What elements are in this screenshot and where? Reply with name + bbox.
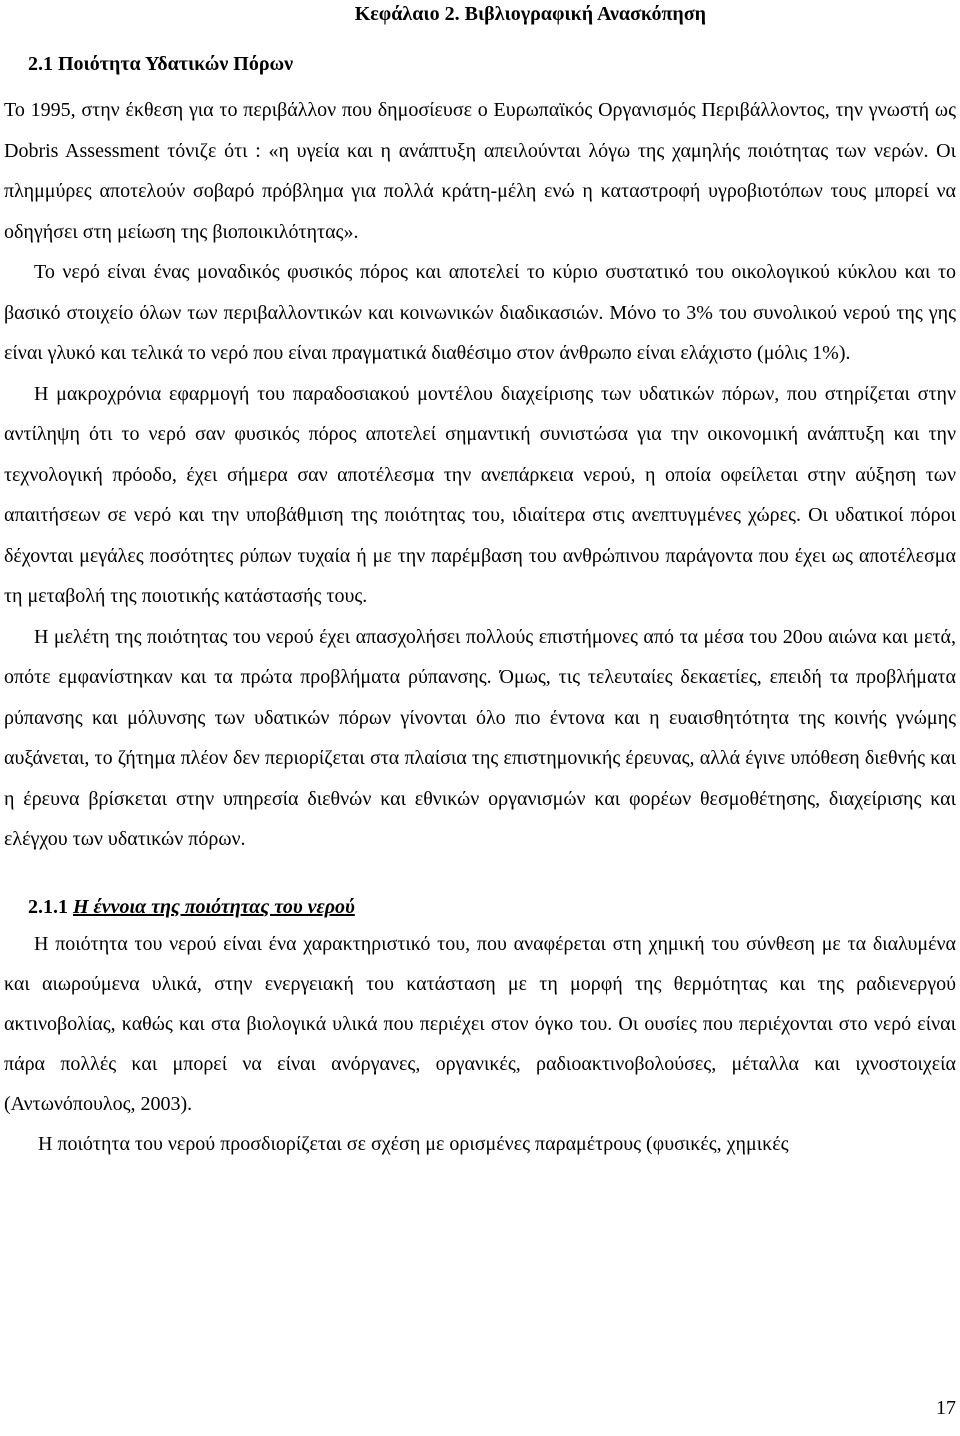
page-number: 17: [936, 1397, 956, 1419]
paragraph-quality-parameters: Η ποιότητα του νερού προσδιορίζεται σε σχέση με ορισμένες παραμέτρους (φυσικές, χημικές: [38, 1132, 789, 1155]
paragraph-management-model: Η μακροχρόνια εφαρμογή του παραδοσιακού μοντέλου διαχείρισης των υδατικών πόρων, που στηρίζεται στην αντίληψη ότι το νερό σαν φυσικός πόρος αποτελεί σημαντική συνιστώσα για την οικονομική ανάπτυξη και την τεχνολογική πρόοδο, έχει σήμερα σαν αποτέλεσμα την ανεπάρκεια νερού, η οποία οφείλεται στην αύξηση των απαιτήσεων σε νερό και την υποβάθμιση της ποιότητας του, ιδιαίτερα στις ανεπτυγμένες χώρες. Οι υδατικοί πόροι δέχονται μεγάλες ποσότητες ρύπων τυχαία ή με την παρέμβαση του ανθρώπινου παράγοντα που έχει ως αποτέλεσμα τη μεταβολή της ποιοτικής κατάστασής τους.: [4, 382, 956, 607]
subsection-heading: [28, 890, 956, 924]
section-heading: 2.1 Ποιότητα Υδατικών Πόρων: [28, 53, 294, 75]
paragraph-dobris: Το 1995, στην έκθεση για το περιβάλλον που δημοσίευσε ο Ευρωπαϊκός Οργανισμός Περιβάλλοντος, την γνωστή ως Dobris Assessment τόνιζε ότι : «η υγεία και η ανάπτυξη απειλούνται λόγω της χαμηλής ποιότητας των νερών. Οι πλημμύρες αποτελούν σοβαρό πρόβλημα για πολλά κράτη-μέλη ενώ η καταστροφή υγροβιοτόπων τους μπορεί να οδηγήσει στη μείωση της βιοποικιλότητας».: [4, 99, 956, 243]
subsection-title: Η έννοια της ποιότητας του νερού: [73, 895, 355, 918]
paragraph-quality-definition: Η ποιότητα του νερού είναι ένα χαρακτηριστικό του, που αναφέρεται στη χημική του σύνθεση με τα διαλυμένα και αιωρούμενα υλικά, στην ενεργειακή του κατάσταση με τη μορφή της θερμότητας και της ραδιενεργού ακτινοβολίας, καθώς και στα βιολογικά υλικά που περιέχει στον όγκο του. Οι ουσίες που περιέχονται στο νερό είναι πάρα πολλές και μπορεί να είναι ανόργανες, οργανικές, ραδιοακτινοβολούσες, μέταλλα και ιχνοστοιχεία (Αντωνόπουλος, 2003).: [4, 932, 956, 1115]
document-body: [4, 90, 956, 1164]
paragraph-water-resource: Το νερό είναι ένας μοναδικός φυσικός πόρος και αποτελεί το κύριο συστατικό του οικολογικού κύκλου και το βασικό στοιχείο όλων των περιβαλλοντικών και κοινωνικών διαδικασιών. Μόνο το 3% του συνολικού νερού της γης είναι γλυκό και τελικά το νερό που είναι πραγματικά διαθέσιμο στον άνθρωπο είναι ελάχιστο (μόλις 1%).: [4, 261, 956, 364]
paragraph-quality-study: Η μελέτη της ποιότητας του νερού έχει απασχολήσει πολλούς επιστήμονες από τα μέσα του 20ου αιώνα και μετά, οπότε εμφανίστηκαν και τα πρώτα προβλήματα ρύπανσης. Όμως, τις τελευταίες δεκαετίες, επειδή τα προβλήματα ρύπανσης και μόλυνσης των υδατικών πόρων γίνονται όλο πιο έντονα και η ευαισθητότητα της κοινής γνώμης αυξάνεται, το ζήτημα πλέον δεν περιορίζεται στα πλαίσια της επιστημονικής έρευνας, αλλά έγινε υπόθεση διεθνής και η έρευνα βρίσκεται στην υπηρεσία διεθνών και εθνικών οργανισμών και φορέων θεσμοθέτησης, διαχείρισης και ελέγχου των υδατικών πόρων.: [4, 625, 956, 850]
subsection-number: 2.1.1: [28, 895, 68, 918]
subsection-body: [4, 924, 956, 1164]
chapter-header: Κεφάλαιο 2. Βιβλιογραφική Ανασκόπηση: [354, 3, 706, 25]
